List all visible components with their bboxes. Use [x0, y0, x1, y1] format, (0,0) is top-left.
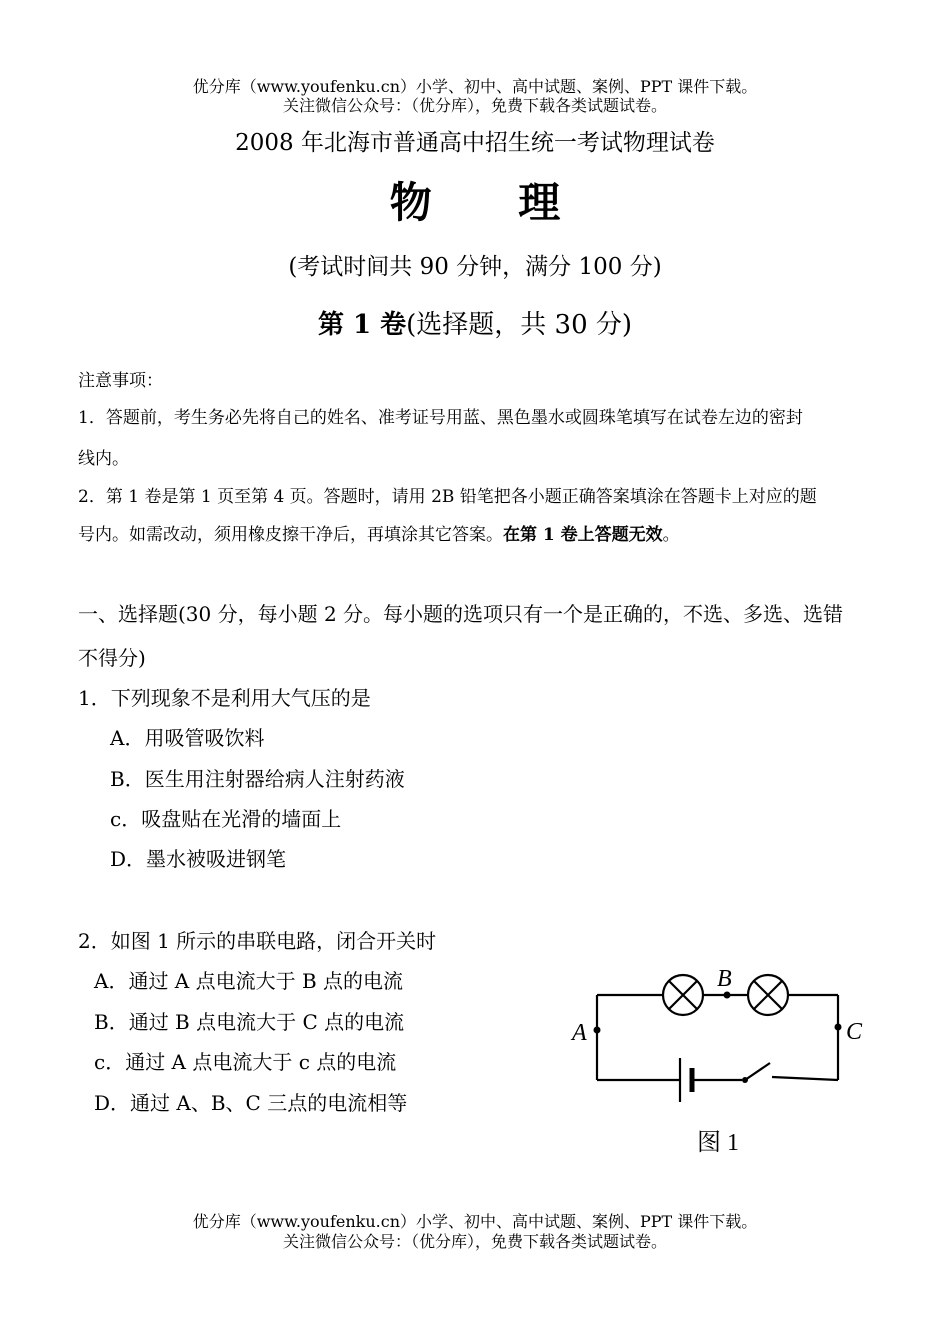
header-line-2: 关注微信公众号：（优分库），免费下载各类试题试卷。 — [282, 96, 667, 115]
footer-line-1: 优分库（www.youfenku.cn）小学、初中、高中试题、案例、PPT 课件下载。 — [192, 1212, 758, 1231]
label-a: A — [572, 1020, 587, 1046]
part-heading — [0, 304, 950, 341]
q1-stem: 1．下列现象不是利用大气压的是 — [78, 686, 371, 710]
subject-title: 物 理 — [389, 178, 597, 227]
exam-title: 2008 年北海市普通高中招生统一考试物理试卷 — [235, 130, 715, 156]
switch-pivot — [742, 1077, 748, 1083]
label-b: B — [717, 966, 732, 992]
q2-option-d: D．通过 A、B、C 三点的电流相等 — [94, 1091, 408, 1115]
wire-bottom-right — [772, 1077, 838, 1080]
notice-item-1-line-1: 1．答题前，考生务必先将自己的姓名、准考证号用蓝、黑色墨水或圆珠笔填写在试卷左边的密封 — [78, 408, 803, 428]
q1-option-d: D．墨水被吸进钢笔 — [110, 847, 287, 871]
notice-item-1-line-2: 线内。 — [78, 449, 129, 469]
q1-option-c: c．吸盘贴在光滑的墙面上 — [110, 807, 342, 831]
header-line-1: 优分库（www.youfenku.cn）小学、初中、高中试题、案例、PPT 课件下载。 — [192, 77, 758, 96]
q2-option-a: A．通过 A 点电流大于 B 点的电流 — [94, 969, 404, 993]
footer-line-2: 关注微信公众号：（优分库），免费下载各类试题试卷。 — [282, 1232, 667, 1251]
section-heading-line-1: 一、选择题(30 分，每小题 2 分。每小题的选项只有一个是正确的，不选、多选、选错 — [78, 602, 844, 626]
switch-blade — [745, 1063, 770, 1080]
label-c: C — [846, 1019, 863, 1045]
notice-item-2-post: 。 — [662, 525, 680, 545]
section-heading-line-2: 不得分) — [78, 646, 146, 670]
notice-item-2-line-1: 2．第 1 卷是第 1 页至第 4 页。答题时，请用 2B 铅笔把各小题正确答案填涂在答题卡上对应的题 — [78, 487, 817, 507]
q2-option-b: B．通过 B 点电流大于 C 点的电流 — [94, 1010, 405, 1034]
point-b-dot — [724, 992, 731, 999]
notice-heading: 注意事项： — [78, 371, 163, 391]
point-c-dot — [835, 1024, 842, 1031]
part-heading-bold: 第 1 卷 — [317, 310, 407, 340]
q1-option-a: A．用吸管吸饮料 — [110, 726, 265, 750]
q2-stem: 2．如图 1 所示的串联电路，闭合开关时 — [78, 929, 437, 953]
q1-option-b: B．医生用注射器给病人注射药液 — [110, 767, 405, 791]
part-heading-rest: (选择题，共 30 分) — [406, 310, 633, 340]
point-a-dot — [594, 1027, 601, 1034]
q2-option-c: c．通过 A 点电流大于 c 点的电流 — [94, 1050, 397, 1074]
circuit-diagram — [560, 950, 880, 1165]
exam-duration: (考试时间共 90 分钟，满分 100 分) — [288, 254, 662, 280]
notice-item-2-bold: 在第 1 卷上答题无效 — [503, 525, 663, 545]
figure-caption: 图 1 — [697, 1130, 739, 1156]
notice-item-2-pre: 号内。如需改动，须用橡皮擦干净后，再填涂其它答案。 — [78, 525, 503, 545]
notice-item-2-line-2 — [78, 524, 680, 546]
